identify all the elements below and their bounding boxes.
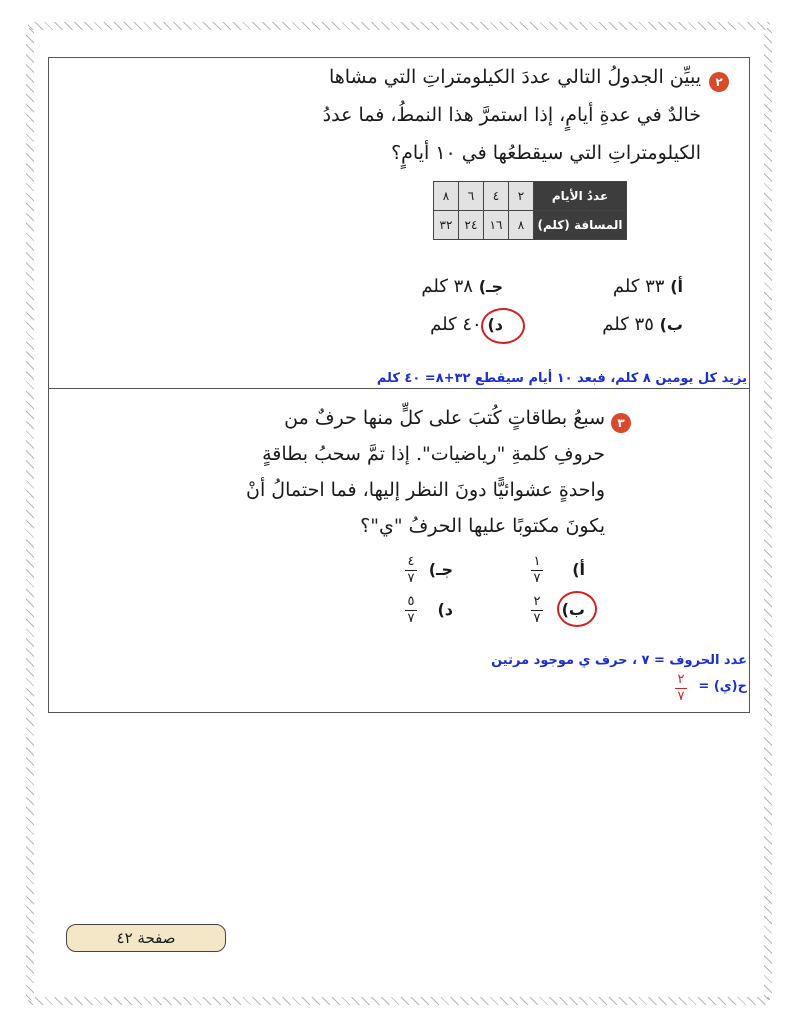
fraction-denominator: ٧ [407,611,415,626]
question-2-line-3: الكيلومتراتِ التي سيقطعُها في ١٠ أيامٍ؟ [391,142,701,164]
fraction-denominator: ٧ [407,571,415,586]
question-3-box [48,389,750,713]
table-cell: ٦ [459,182,484,211]
option-d-label: د) [437,600,453,619]
table-cell: ٨ [509,211,534,240]
option-d-text: ٤٠ كلم [430,314,482,335]
option-d-label: د) [487,315,503,334]
question-2-box [48,57,750,389]
question-2-line-1: يبيِّن الجدولُ التالي عددَ الكيلومتراتِ التي مشاها [328,66,701,88]
table-cell: ١٦ [484,211,509,240]
option-b-label: ب) [659,315,683,334]
page-border-bottom [28,997,770,1005]
fraction-numerator: ٤ [407,554,415,569]
table-row-distance [434,211,627,240]
page-number-label: صفحة ٤٢ [66,924,226,952]
table-cell: ٤ [484,182,509,211]
option-a-label: أ) [670,277,683,296]
question-3-line-3: واحدةٍ عشوائيًّا دونَ النظر إليها، فما احتمالُ أنْ [246,479,605,501]
table-cell: ٣٢ [434,211,459,240]
answer-fraction [675,673,687,704]
days-distance-table [433,181,627,240]
fraction-d [405,595,417,626]
page-border-left [26,28,34,1000]
page-border-right [764,28,772,1000]
option-d [437,599,453,620]
option-b-label: ب) [561,600,585,619]
fraction-denominator: ٧ [677,689,685,704]
option-a [572,559,585,580]
option-c [429,559,453,580]
probability-label: ح(ي) = [698,679,747,694]
question-3-line-1: سبعُ بطاقاتٍ كُتبَ على كلٍّ منها حرفٌ من [284,407,605,429]
fraction-denominator: ٧ [533,611,541,626]
table-cell: ٢٤ [459,211,484,240]
fraction-numerator: ٥ [407,594,415,609]
question-3-answer-line-1: عدد الحروف = ٧ ، حرف ي موجود مرتين [491,653,747,668]
fraction-denominator: ٧ [533,571,541,586]
question-2-line-2: خالدٌ في عدةِ أيامٍ، إذا استمرَّ هذا النمطُ، فما عددُ [322,104,701,126]
question-2-answer: يزيد كل يومين ٨ كلم، فبعد ١٠ أيام سيقطع ٣٢+٨= ٤٠ كلم [376,371,747,386]
fraction-c [405,555,417,586]
question-3-number: ٣ [611,413,631,433]
option-a [613,276,683,297]
fraction-numerator: ١ [533,554,541,569]
table-cell: ٢ [509,182,534,211]
option-b [602,314,683,335]
option-c-label: جـ) [478,277,503,296]
page-border-top [28,22,770,30]
answer-circle-b [557,591,597,627]
option-c-label: جـ) [428,560,453,579]
table-row-days [434,182,627,211]
answer-circle-d [481,308,525,344]
fraction-numerator: ٢ [533,594,541,609]
question-3-answer-line-2 [698,679,747,694]
table-header-distance: المسافة (كلم) [534,211,627,240]
table-header-days: عددُ الأيام [534,182,627,211]
fraction-numerator: ٢ [677,672,685,687]
option-c-text: ٣٨ كلم [421,276,473,297]
fraction-b [531,595,543,626]
question-3-line-2: حروفِ كلمةِ "رياضيات". إذا تمَّ سحبُ بطاقةٍ [262,443,605,465]
option-a-text: ٣٣ كلم [612,276,665,297]
question-3-line-4: يكونَ مكتوبًا عليها الحرفُ "ي"؟ [360,515,605,537]
fraction-a [531,555,543,586]
option-b-text: ٣٥ كلم [602,314,654,335]
table-cell: ٨ [434,182,459,211]
option-c [421,276,503,297]
option-a-label: أ) [572,560,585,579]
question-2-number: ٢ [709,72,729,92]
